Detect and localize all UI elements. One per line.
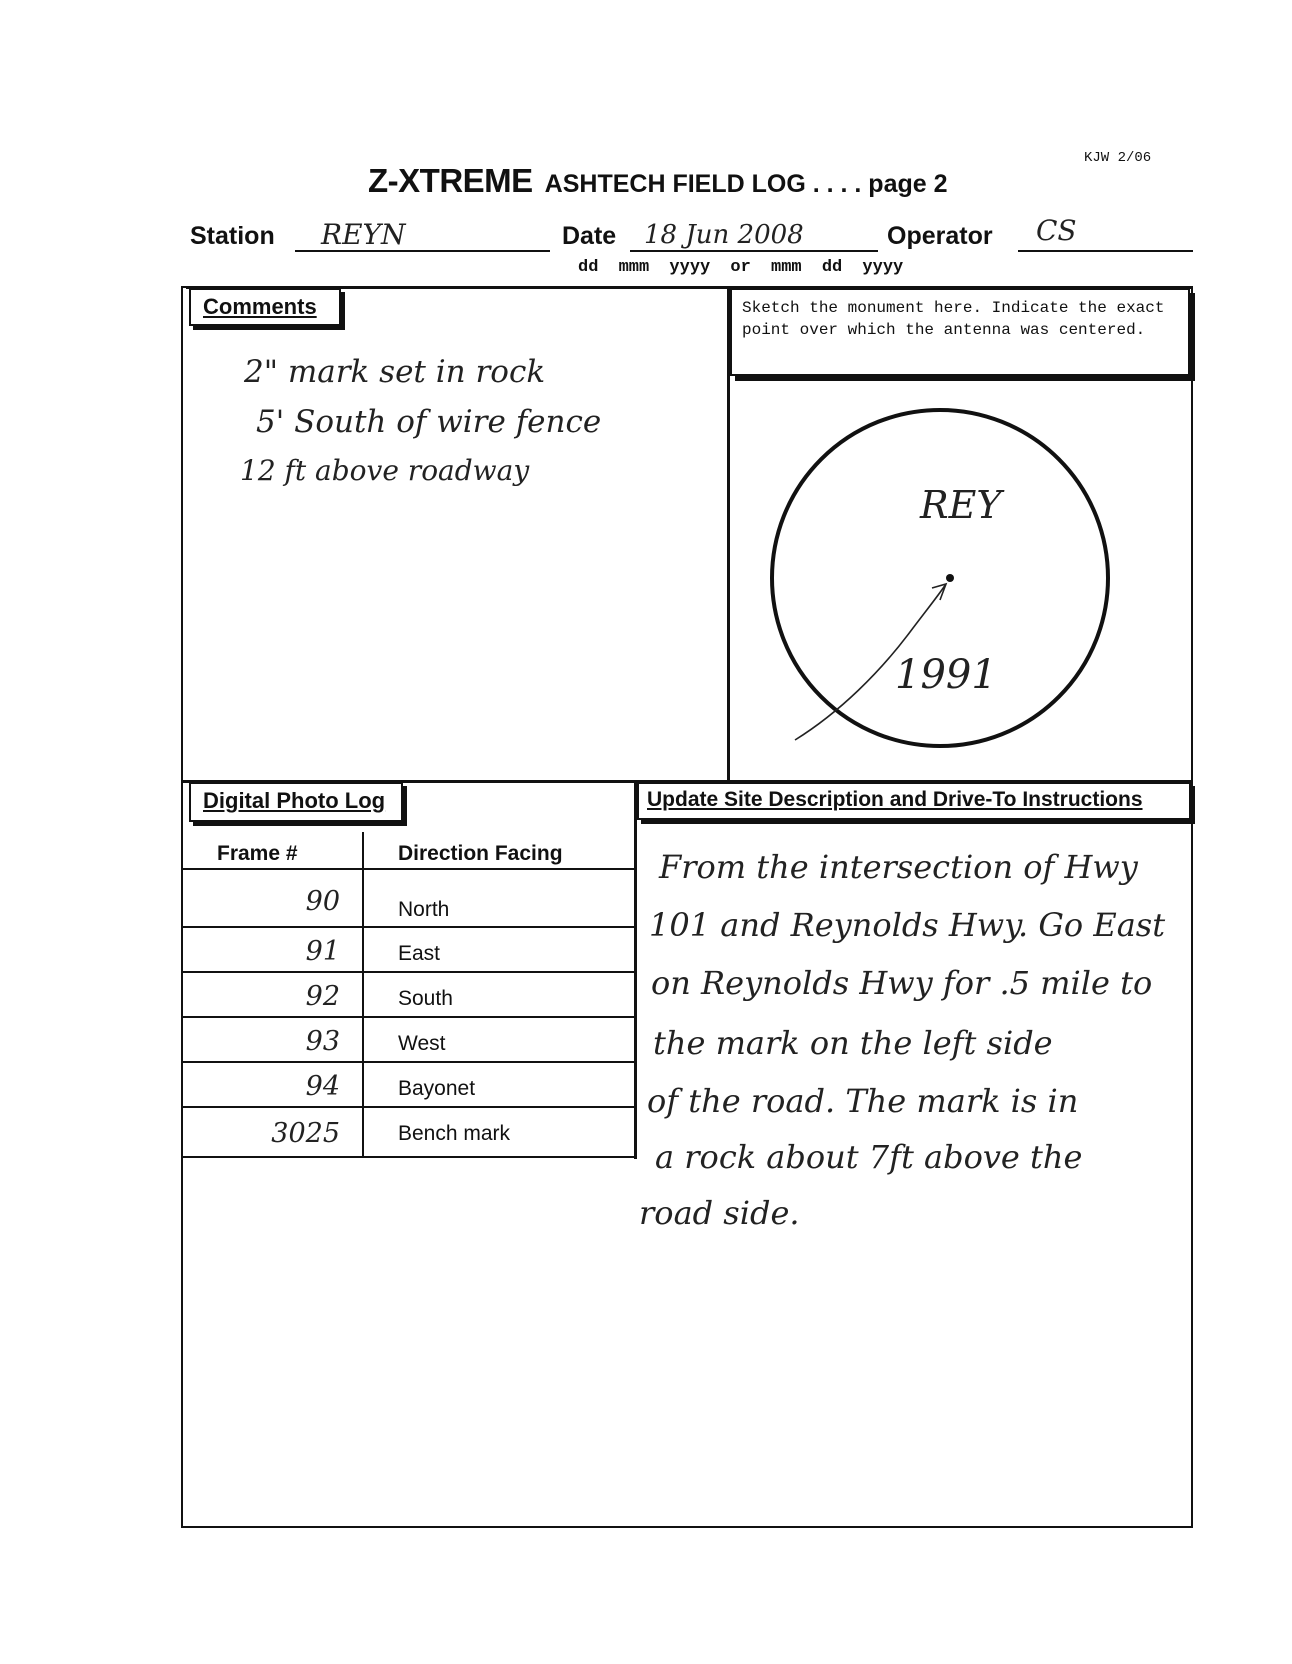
date-label: Date (562, 222, 617, 250)
site-description-line: on Reynolds Hwy for .5 mile to (651, 964, 1153, 1002)
photo-log-rule (183, 1156, 634, 1158)
site-description-line: a rock about 7ft above the (655, 1138, 1083, 1176)
operator-label: Operator (887, 222, 993, 250)
frame-number: 91 (305, 936, 340, 967)
site-description-line: the mark on the left side (653, 1024, 1053, 1062)
monument-year: 1991 (895, 652, 997, 698)
site-description-line: of the road. The mark is in (647, 1082, 1079, 1120)
form-reference: KJW 2/06 (1084, 150, 1152, 166)
form-title-sub: ASHTECH FIELD LOG . . . . page 2 (544, 170, 948, 198)
photo-log-header-rule (183, 868, 634, 870)
form-title-main: Z-XTREME (368, 162, 533, 199)
direction-facing: Bayonet (398, 1077, 476, 1100)
station-value: REYN (321, 218, 406, 251)
photo-log-rule (183, 1016, 634, 1018)
direction-column-header: Direction Facing (398, 842, 563, 865)
photo-log-label: Digital Photo Log (189, 782, 403, 822)
date-value: 18 Jun 2008 (644, 220, 804, 250)
frame-column-header: Frame # (217, 842, 298, 865)
antenna-point-icon (946, 574, 954, 582)
photo-log-rule (183, 1106, 634, 1108)
frame-number: 90 (305, 886, 340, 917)
site-description-area[interactable] (637, 828, 1189, 1388)
date-field[interactable] (630, 220, 878, 252)
sketch-instructions: Sketch the monument here. Indicate the exact point over which the antenna was centered. (730, 288, 1190, 376)
form-title (368, 162, 948, 200)
station-field[interactable] (295, 220, 550, 252)
comment-line-1: 2" mark set in rock (244, 354, 546, 390)
site-description-label: Update Site Description and Drive-To Instructions (637, 782, 1191, 820)
site-description-line: From the intersection of Hwy (659, 848, 1138, 886)
photo-log-rule (183, 971, 634, 973)
direction-facing: Bench mark (398, 1122, 511, 1145)
monument-name: REY (920, 483, 1002, 527)
direction-facing: East (398, 942, 441, 965)
operator-field[interactable] (1018, 214, 1193, 252)
comment-line-2: 5' South of wire fence (256, 404, 602, 440)
date-format-hint: dd mmm yyyy or mmm dd yyyy (578, 258, 904, 277)
photo-log-rule (183, 926, 634, 928)
comment-line-3: 12 ft above roadway (240, 454, 530, 487)
site-description-line: road side. (639, 1194, 800, 1232)
monument-sketch[interactable] (760, 382, 1160, 762)
comments-label: Comments (189, 288, 341, 326)
photo-log-column-divider (362, 832, 364, 1158)
direction-facing: South (398, 987, 453, 1010)
frame-number: 92 (305, 981, 340, 1012)
comments-area[interactable] (186, 330, 724, 776)
frame-number: 94 (305, 1071, 340, 1102)
station-label: Station (190, 222, 275, 250)
frame-number: 3025 (271, 1118, 340, 1149)
operator-value: CS (1036, 214, 1077, 247)
direction-facing: West (398, 1032, 446, 1055)
frame-number: 93 (305, 1026, 340, 1057)
site-description-line: 101 and Reynolds Hwy. Go East (649, 906, 1166, 944)
direction-facing: North (398, 898, 450, 921)
photo-log-rule (183, 1061, 634, 1063)
